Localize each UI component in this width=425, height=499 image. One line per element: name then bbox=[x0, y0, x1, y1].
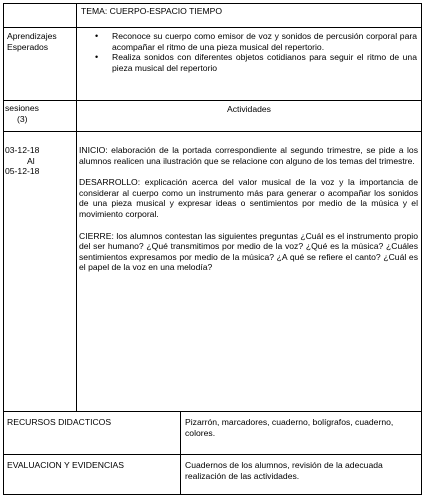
recursos-value: Pizarrón, marcadores, cuaderno, bolígrafos, cuaderno, colores. bbox=[185, 417, 394, 438]
aprendizajes-label-line2: Esperados bbox=[7, 41, 49, 52]
table-divider-actividades bbox=[3, 411, 422, 412]
evaluacion-label: EVALUACION Y EVIDENCIAS bbox=[7, 460, 125, 470]
tema-title: TEMA: CUERPO-ESPACIO TIEMPO bbox=[81, 6, 223, 16]
sesiones-label: sesiones bbox=[5, 103, 39, 113]
fecha-al: Al bbox=[27, 155, 35, 166]
sesiones-count: (3) bbox=[17, 113, 28, 124]
table-border-top bbox=[3, 3, 422, 4]
table-border-bottom bbox=[3, 494, 422, 495]
recursos-label: RECURSOS DIDACTICOS bbox=[7, 417, 112, 427]
fecha-inicio: 03-12-18 bbox=[5, 145, 40, 155]
table-divider-recursos bbox=[3, 454, 422, 455]
aprendizaje-item-text: Realiza sonidos con diferentes objetos cotidianos para seguir el ritmo de una pieza musical del repertorio bbox=[112, 52, 417, 73]
lesson-plan-table bbox=[3, 3, 422, 495]
tema-cell bbox=[81, 6, 417, 26]
actividad-cierre: CIERRE: los alumnos contestan las siguientes preguntas ¿Cuál es el instrumento propio del ser humano? ¿Qué transmitimos por medio de la voz? ¿Qué es la música? ¿Cuáles sentimientos expresamos por medio de la música? ¿A qué se refiere el canto? ¿Cuál es el papel de la voz en una melodía? bbox=[79, 230, 418, 273]
table-border-left bbox=[3, 3, 4, 495]
fecha-fin: 05-12-18 bbox=[5, 166, 40, 177]
aprendizajes-content-cell bbox=[83, 31, 417, 99]
aprendizajes-label-line1: Aprendizajes bbox=[7, 31, 57, 41]
evaluacion-label-cell bbox=[7, 460, 177, 492]
bullet-icon: • bbox=[95, 31, 99, 41]
bullet-icon: • bbox=[95, 52, 99, 63]
actividad-desarrollo: DESARROLLO: explicación acerca del valor musical de la voz y la importancia de considerar al cuerpo como un instrumento más para generar o acompañar los sonidos de una pieza musical y expresar ideas o sentimientos por medio de la música y el movimiento corporal. bbox=[79, 177, 418, 219]
aprendizaje-item bbox=[83, 52, 417, 73]
aprendizajes-label-cell bbox=[7, 31, 75, 99]
aprendizaje-item-text: Reconoce su cuerpo como emisor de voz y sonidos de percusión corporal para acompañar el ritmo de una pieza musical del repertorio. bbox=[112, 31, 417, 52]
aprendizajes-list bbox=[83, 31, 417, 73]
table-divider-tema bbox=[3, 27, 422, 28]
actividades-header-cell bbox=[77, 104, 421, 130]
table-column-divider-upper bbox=[76, 3, 77, 412]
recursos-value-cell bbox=[185, 417, 417, 452]
aprendizaje-item bbox=[83, 31, 417, 52]
fechas-cell bbox=[5, 145, 75, 205]
evaluacion-value-cell bbox=[185, 460, 417, 493]
table-divider-sesiones bbox=[3, 131, 422, 132]
sesiones-label-cell bbox=[5, 103, 75, 130]
actividad-inicio: INICIO: elaboración de la portada correspondiente al segundo trimestre, se pide a los alumnos realicen una ilustración que se relacione con alguno de los temas del trimestre. bbox=[79, 145, 418, 166]
recursos-label-cell bbox=[7, 417, 177, 451]
actividades-header: Actividades bbox=[227, 104, 271, 114]
evaluacion-value: Cuadernos de los alumnos, revisión de la adecuada realización de las actividades. bbox=[185, 460, 383, 481]
table-column-divider-lower bbox=[180, 411, 181, 495]
table-divider-aprendizajes bbox=[3, 100, 422, 101]
table-border-right bbox=[421, 3, 422, 495]
actividades-cell bbox=[79, 145, 418, 409]
